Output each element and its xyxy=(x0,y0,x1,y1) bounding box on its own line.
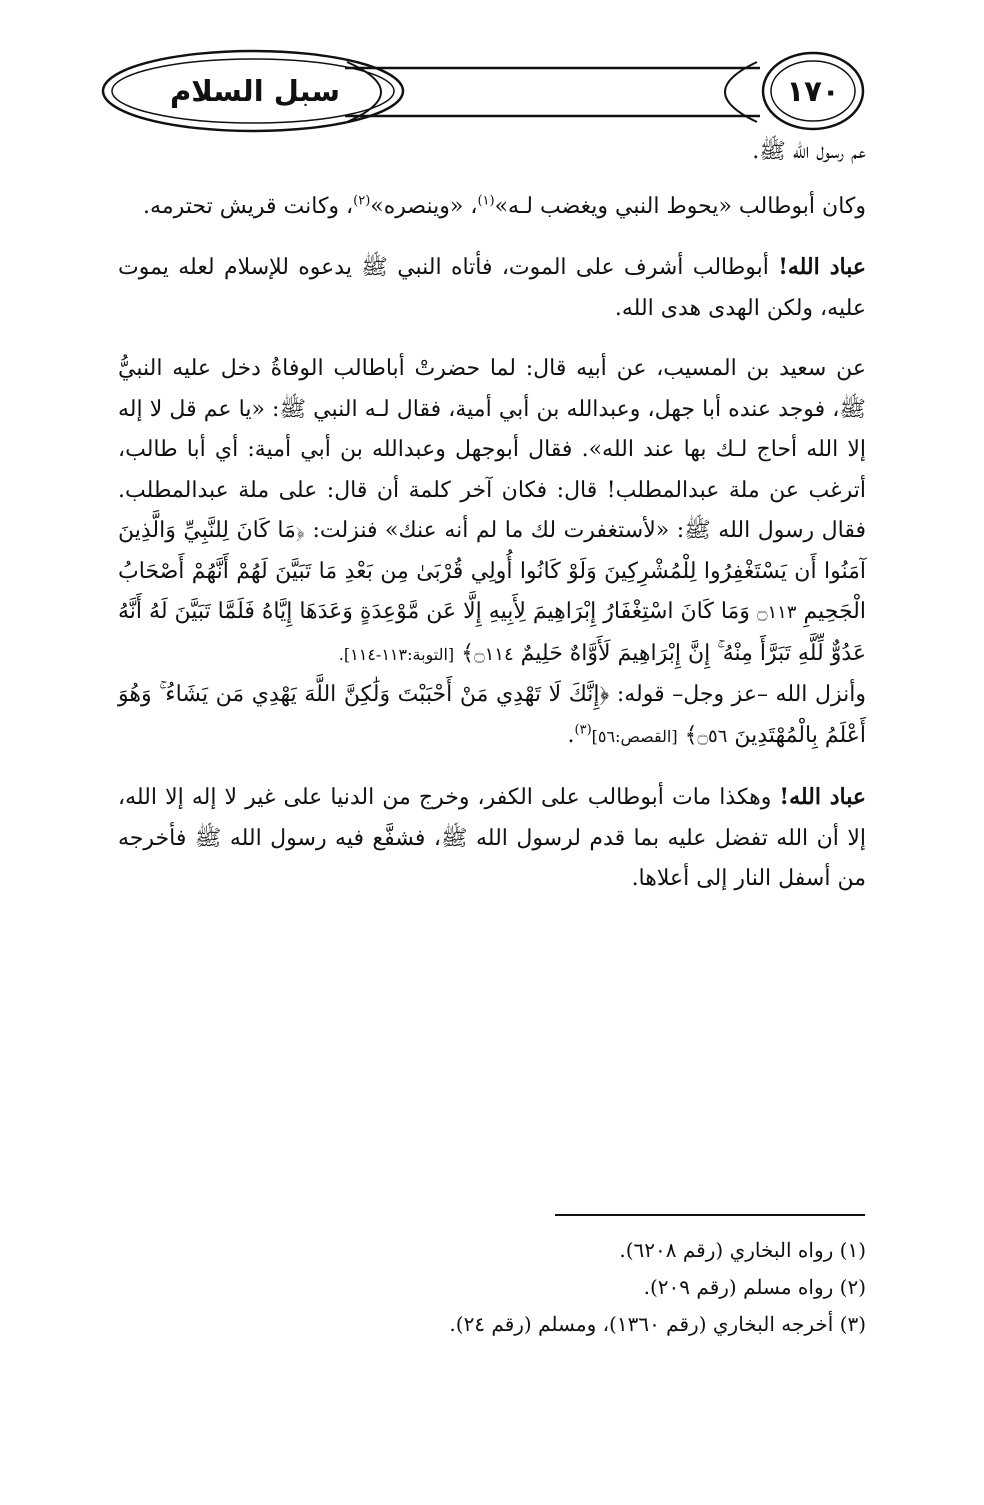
verse-marker-56: ۝٥٦ xyxy=(697,725,728,747)
footnote-ref-3: (٣) xyxy=(574,722,592,738)
paragraph-4-end: . xyxy=(567,722,575,748)
footnote-ref-2: (٢) xyxy=(353,193,371,209)
paragraph-5-text: وهكذا مات أبوطالب على الكفر، وخرج من الدنيا على غير لا إله إلا الله، إلا أن الله تفضل عليه بما قدم لرسول الله ﷺ، فشفَّع فيه رسول الله ﷺ فأخرجه من أسفل النار إلى أعلاها. xyxy=(118,785,866,891)
quran-verse-2: وَمَا كَانَ اسْتِغْفَارُ إِبْرَاهِيمَ لِأَبِيهِ إِلَّا عَن مَّوْعِدَةٍ وَعَدَهَا إِيَّاهُ فَلَمَّا تَبَيَّنَ لَهُ أَنَّهُ عَدُوٌّ لِّلَّهِ تَبَرَّأَ مِنْهُ ۚ إِنَّ إِبْرَاهِيمَ لَأَوَّاهٌ حَلِيمٌ xyxy=(118,599,866,666)
paragraph-4-text: عن سعيد بن المسيب، عن أبيه قال: لما حضرتْ أباطالب الوفاةُ دخل عليه النبيُّ ﷺ، فوجد عنده أبا جهل، وعبدالله بن أبي أمية، فقال لـه النبي ﷺ: «يا عم قل لا إله إلا الله أحاج لـك بها عند الله». فقال أبوجهل وعبدالله بن أبي أمية: أي أبا طالب، أترغب عن ملة عبدالمطلب! قال: فكان آخر كلمة أن قال: على ملة عبدالمطلب. فقال رسول الله ﷺ: «لأستغفرت لك ما لم أنه عنك» فنزلت: xyxy=(118,356,867,543)
verse-marker-114: ۝١١٤ xyxy=(474,643,514,665)
quran-verse-1: ﴿مَا كَانَ لِلنَّبِيِّ وَالَّذِينَ آمَنُوا أَن يَسْتَغْفِرُوا لِلْمُشْرِكِينَ وَلَوْ كَانُوا أُولِي قُرْبَىٰ مِن بَعْدِ مَا تَبَيَّنَ لَهُمْ أَنَّهُمْ أَصْحَابُ الْجَحِيمِ xyxy=(118,518,866,624)
paragraph-2-text-c: ، وكانت قريش تحترمه. xyxy=(143,193,354,219)
footnote-1: (١) رواه البخاري (رقم ٦٢٠٨). xyxy=(619,1238,866,1262)
paragraph-5 xyxy=(118,777,866,900)
paragraph-3-text: أبوطالب أشرف على الموت، فأتاه النبي ﷺ يدعوه للإسلام لعله يموت عليه، ولكن الهدى هدى الله. xyxy=(118,255,866,321)
footnote-2: (٢) رواه مسلم (رقم ٢٠٩). xyxy=(643,1275,866,1299)
paragraph-3-lead: عباد الله! xyxy=(778,254,866,280)
verse-close-bracket: ﴾ xyxy=(461,640,475,666)
verse-reference-1: [التوبة:١١٣-١١٤]. xyxy=(338,644,455,664)
paragraph-1 xyxy=(118,132,866,173)
paragraph-1-text: عم رسول الله ﷺ. xyxy=(752,139,866,164)
paragraph-2-text-b: ، «وينصره» xyxy=(370,193,478,219)
book-title: سبل السلام xyxy=(170,74,340,108)
footnote-divider xyxy=(555,1214,865,1216)
quran-verse-3: ﴿إِنَّكَ لَا تَهْدِي مَنْ أَحْبَبْتَ وَلَٰكِنَّ اللَّهَ يَهْدِي مَن يَشَاءُ ۚ وَهُوَ أَعْلَمُ بِالْمُهْتَدِينَ xyxy=(118,682,866,748)
paragraph-3 xyxy=(118,247,866,329)
verse-marker-113: ۝١١٣ xyxy=(756,602,797,623)
paragraph-2 xyxy=(118,187,866,228)
page-number: ١٧٠ xyxy=(786,74,840,108)
paragraph-4-text-b: وأنزل الله –عز وجل– قوله: xyxy=(616,682,866,707)
footnote-3: (٣) أخرجه البخاري (رقم ١٣٦٠)، ومسلم (رقم ٢٤). xyxy=(449,1312,866,1336)
verse-close-bracket-2: ﴾ xyxy=(684,722,698,748)
main-text xyxy=(118,132,866,920)
paragraph-5-lead: عباد الله! xyxy=(779,784,866,810)
footnotes xyxy=(300,1232,866,1343)
footnote-ref-1: (١) xyxy=(477,193,495,209)
verse-reference-2: [القصص:٥٦] xyxy=(591,726,678,746)
paragraph-4 xyxy=(118,349,866,757)
paragraph-2-text-a: وكان أبوطالب «يحوط النبي ويغضب لـه» xyxy=(494,193,866,219)
